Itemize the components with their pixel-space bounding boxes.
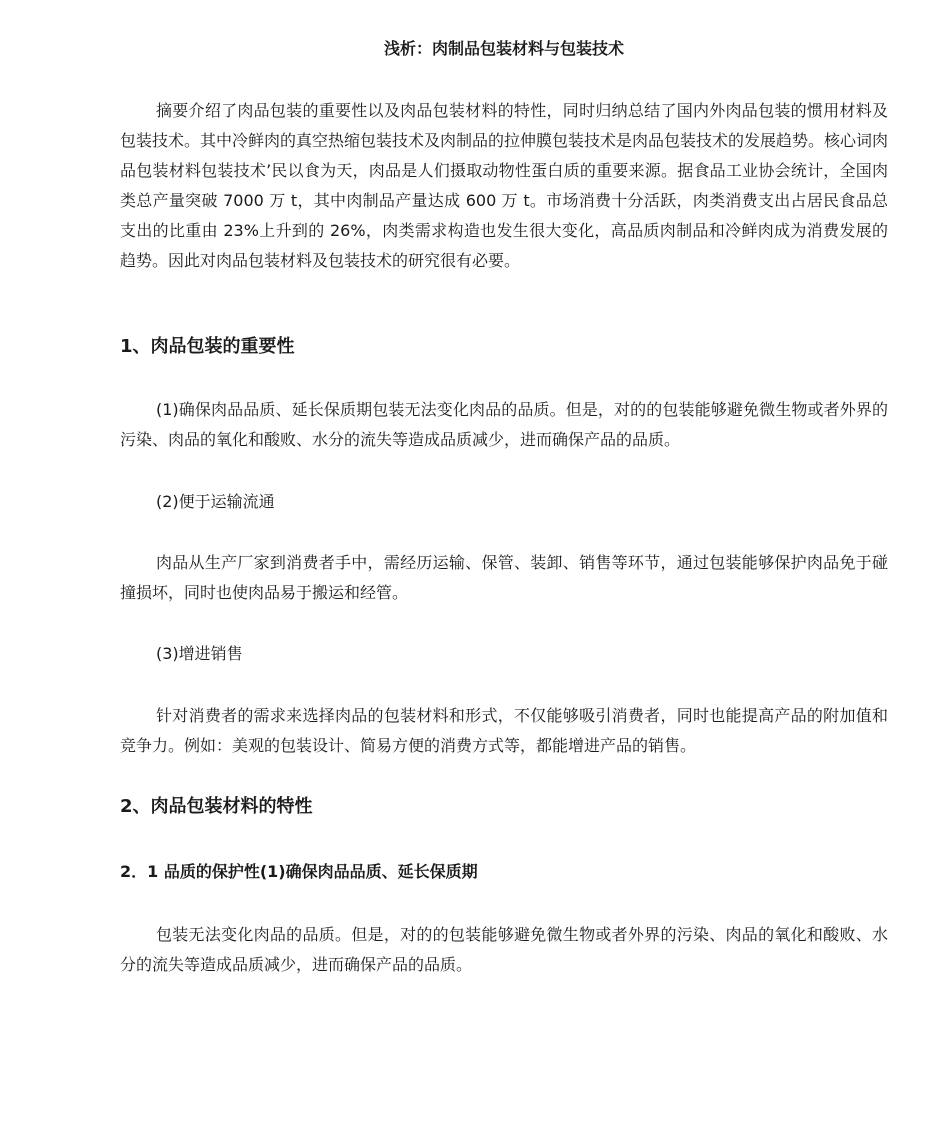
- document-title: 浅析：肉制品包装材料与包装技术: [383, 39, 624, 58]
- section-1-item-3-heading: (3)增进销售: [156, 644, 243, 663]
- section-2-1-text: 包装无法变化肉品的品质。但是，对的的包装能够避免微生物或者外界的污染、肉品的氧化和酸败、水分的流失等造成品质减少，进而确保产品的品质。: [120, 925, 888, 974]
- section-1-item-2-text: 肉品从生产厂家到消费者手中，需经历运输、保管、装卸、销售等环节，通过包装能够保护肉品免于碰撞损坏，同时也使肉品易于搬运和经管。: [120, 553, 888, 602]
- section-1-heading: 1、肉品包装的重要性: [120, 336, 295, 357]
- section-2-heading: 2、肉品包装材料的特性: [120, 796, 313, 817]
- section-2-1-heading: 2．1 品质的保护性(1)确保肉品品质、延长保质期: [120, 862, 478, 881]
- section-1-item-1: (1)确保肉品品质、延长保质期包装无法变化肉品的品质。但是，对的的包装能够避免微生物或者外界的污染、肉品的氧化和酸败、水分的流失等造成品质减少，进而确保产品的品质。: [120, 400, 888, 449]
- abstract-paragraph: 摘要介绍了肉品包装的重要性以及肉品包装材料的特性，同时归纳总结了国内外肉品包装的惯用材料及包装技术。其中冷鲜肉的真空热缩包装技术及肉制品的拉伸膜包装技术是肉品包装技术的发展趋势。核心词肉品包装材料包装技术’民以食为天，肉品是人们摄取动物性蛋白质的重要来源。据食品工业协会统计，全国肉类总产量突破 7000 万 t，其中肉制品产量达成 600 万 t。市场消费十分活跃，肉类消费支出占居民食品总支出的比重由 23%上升到的 26%，肉类需求构造也发生很大变化，高品质肉制品和冷鲜肉成为消费发展的趋势。因此对肉品包装材料及包装技术的研究很有必要。: [120, 101, 889, 270]
- section-1-item-3-text: 针对消费者的需求来选择肉品的包装材料和形式，不仅能够吸引消费者，同时也能提高产品的附加值和竞争力。例如：美观的包装设计、简易方便的消费方式等，都能增进产品的销售。: [120, 706, 888, 755]
- section-1-item-2-heading: (2)便于运输流通: [156, 492, 275, 511]
